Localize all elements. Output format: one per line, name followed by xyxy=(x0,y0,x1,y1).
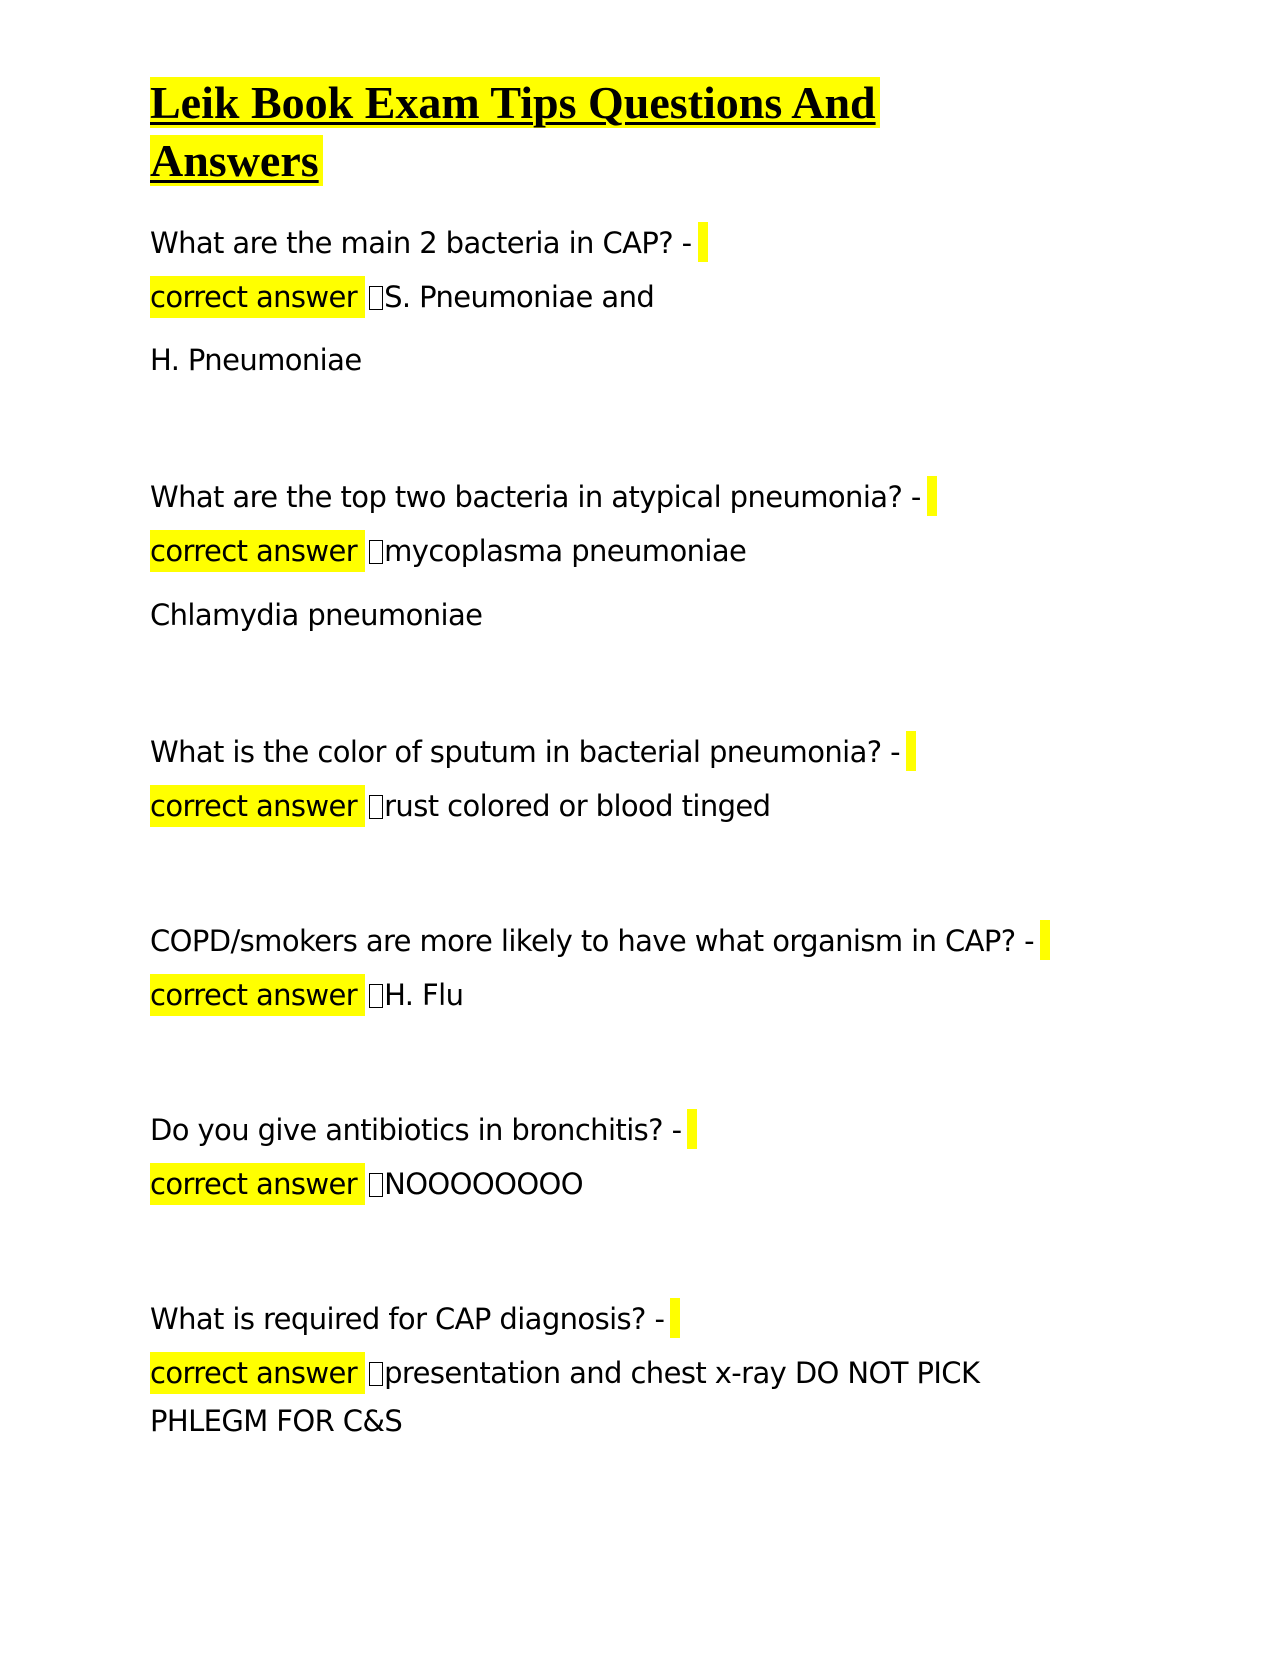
answer-label: correct answer xyxy=(150,1352,365,1394)
answer-label: correct answer xyxy=(150,276,365,318)
answer-1-line-1: S. Pneumoniae and xyxy=(384,280,655,314)
answer-label: correct answer xyxy=(150,974,365,1016)
missing-glyph-box-icon xyxy=(369,1362,383,1386)
missing-glyph-box-icon xyxy=(369,984,383,1008)
missing-glyph-box-icon xyxy=(369,1173,383,1197)
question-3-text: What is the color of sputum in bacterial pneumonia? - xyxy=(150,735,901,769)
answer-6-line-1: presentation and chest x-ray DO NOT PICK xyxy=(384,1356,980,1390)
answer-4 xyxy=(150,974,463,1016)
missing-glyph-box-icon xyxy=(369,795,383,819)
highlight-marker xyxy=(687,1109,697,1149)
answer-1-continuation xyxy=(150,342,362,378)
highlight-marker xyxy=(906,731,916,771)
question-1-text: What are the main 2 bacteria in CAP? - xyxy=(150,226,692,260)
answer-label: correct answer xyxy=(150,1163,365,1205)
highlight-marker xyxy=(698,222,708,262)
answer-3 xyxy=(150,785,770,827)
answer-5 xyxy=(150,1163,583,1205)
answer-2 xyxy=(150,530,746,572)
highlight-marker xyxy=(670,1298,680,1338)
answer-2-line-1: mycoplasma pneumoniae xyxy=(384,534,747,568)
question-2 xyxy=(150,476,937,516)
answer-5-line-1: NOOOOOOOO xyxy=(384,1167,584,1201)
answer-3-line-1: rust colored or blood tinged xyxy=(384,789,771,823)
document-title xyxy=(150,74,1050,190)
question-6 xyxy=(150,1298,680,1338)
answer-4-line-1: H. Flu xyxy=(384,978,464,1012)
answer-6 xyxy=(150,1352,979,1394)
question-5 xyxy=(150,1109,697,1149)
answer-label: correct answer xyxy=(150,530,365,572)
question-2-text: What are the top two bacteria in atypical pneumonia? - xyxy=(150,480,921,514)
question-5-text: Do you give antibiotics in bronchitis? - xyxy=(150,1113,682,1147)
answer-label: correct answer xyxy=(150,785,365,827)
question-4 xyxy=(150,920,1050,960)
answer-2-continuation xyxy=(150,597,482,633)
question-1 xyxy=(150,222,708,262)
missing-glyph-box-icon xyxy=(369,286,383,310)
answer-1 xyxy=(150,276,654,318)
question-4-text: COPD/smokers are more likely to have what organism in CAP? - xyxy=(150,924,1035,958)
question-3 xyxy=(150,731,916,771)
missing-glyph-box-icon xyxy=(369,540,383,564)
answer-6-continuation xyxy=(150,1403,402,1439)
question-6-text: What is required for CAP diagnosis? - xyxy=(150,1302,665,1336)
highlight-marker xyxy=(1040,920,1050,960)
highlight-marker xyxy=(927,476,937,516)
answer-6-line-2: PHLEGM FOR C&S xyxy=(150,1404,403,1438)
answer-2-line-2: Chlamydia pneumoniae xyxy=(150,598,483,632)
document-title-text: Leik Book Exam Tips Questions And Answers xyxy=(150,77,880,186)
answer-1-line-2: H. Pneumoniae xyxy=(150,343,362,377)
